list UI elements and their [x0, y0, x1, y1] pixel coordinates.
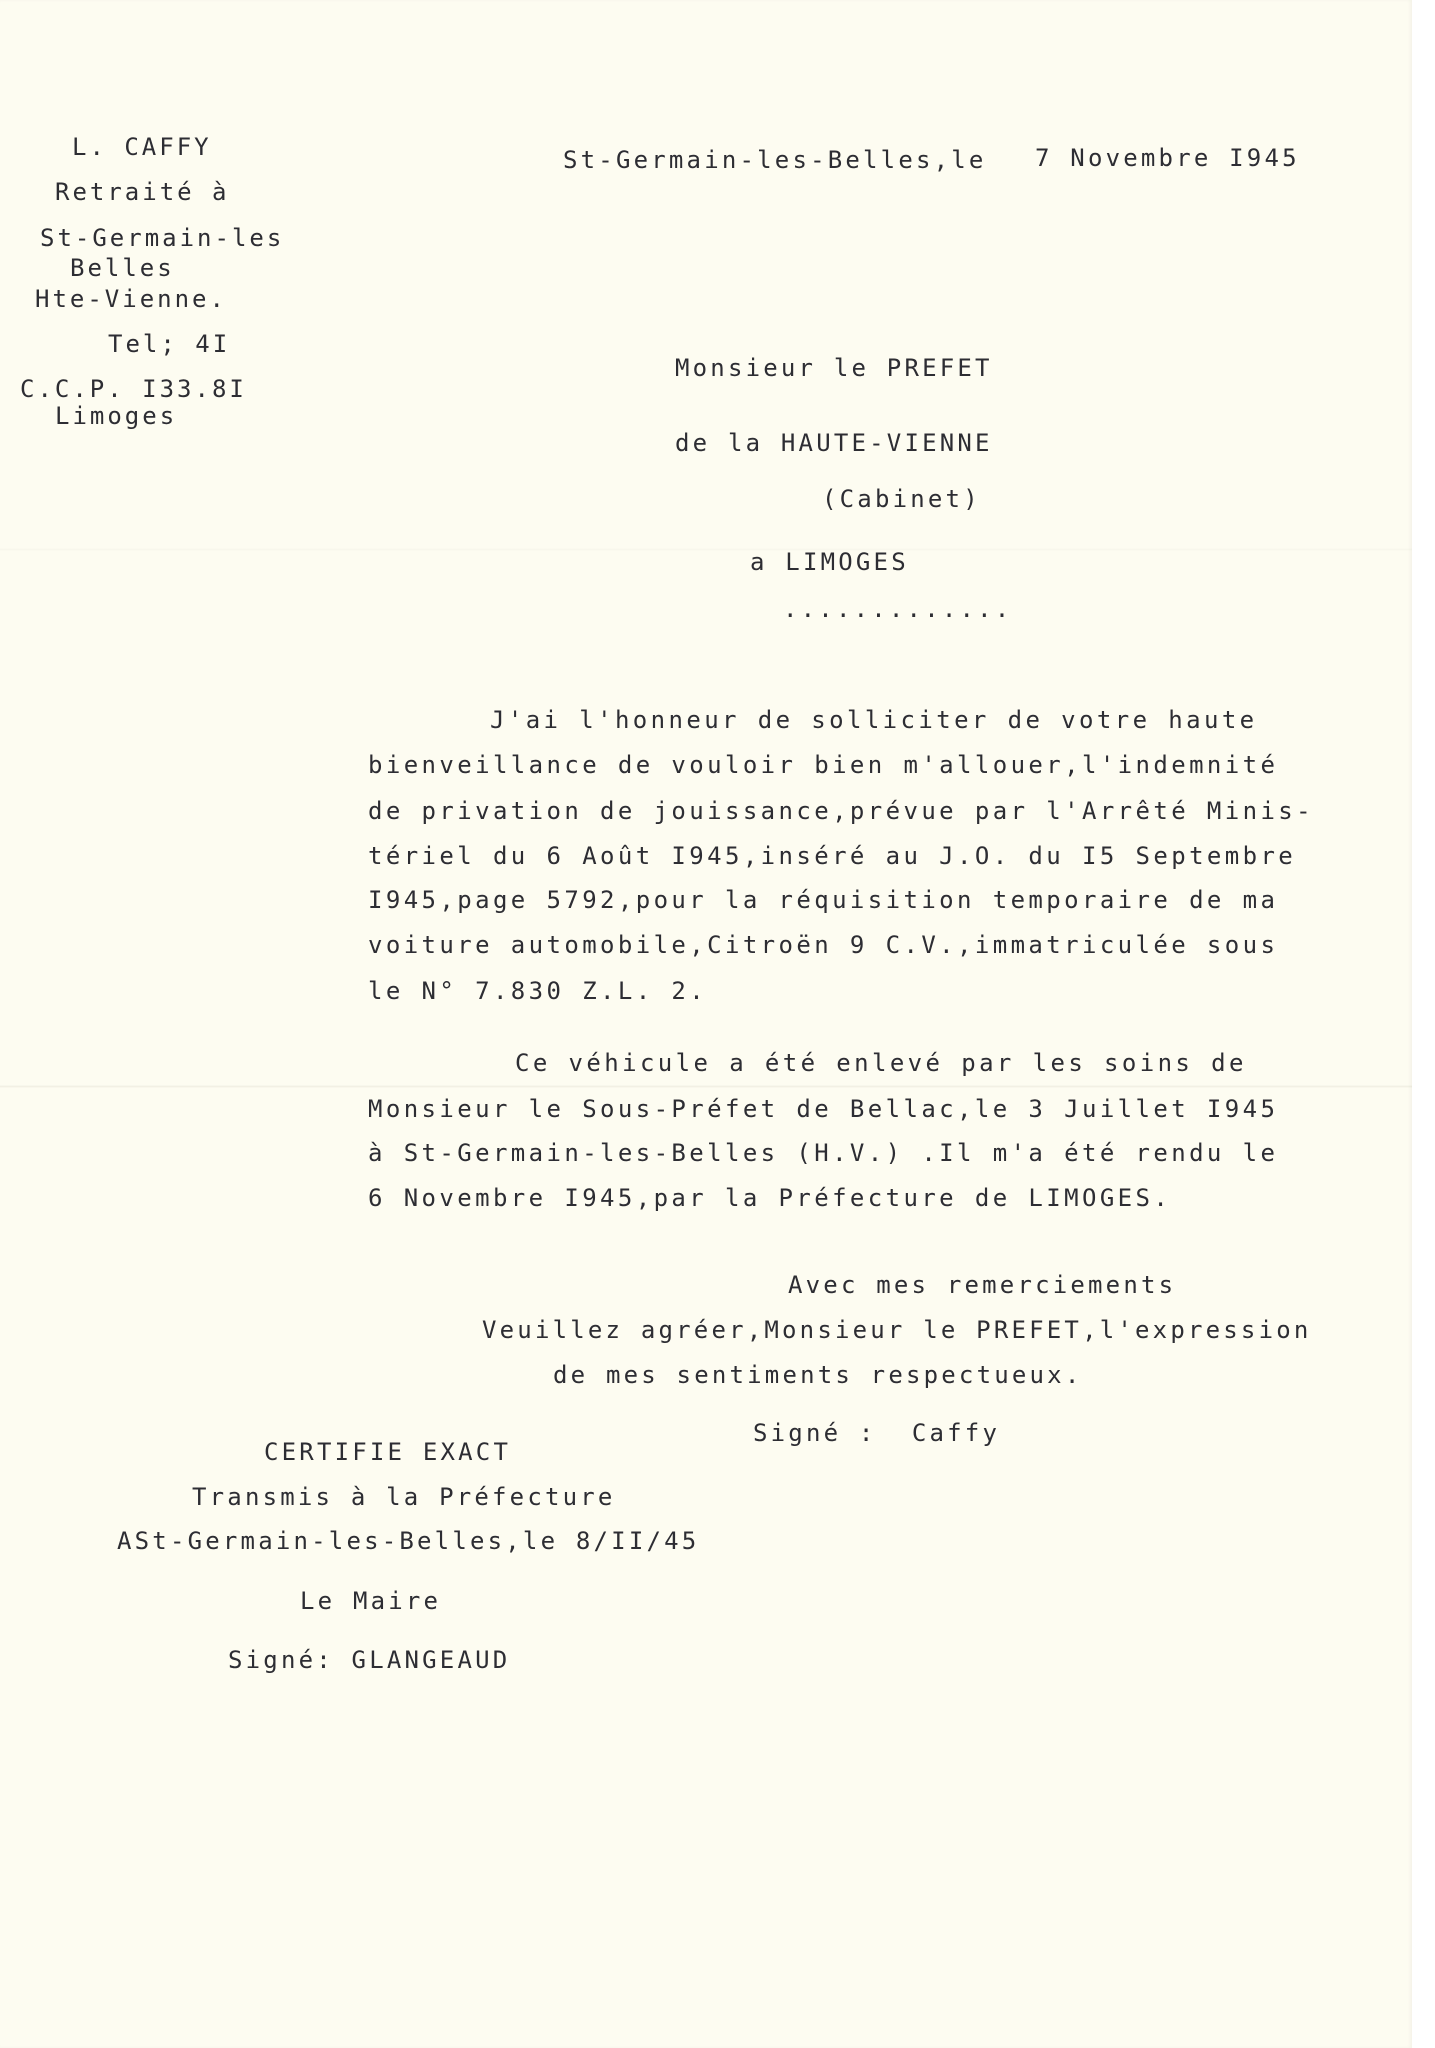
- closing-thanks: Avec mes remerciements: [788, 1271, 1177, 1299]
- paper-fold: [0, 548, 1412, 551]
- body-line: 6 Novembre I945,par la Préfecture de LIMOGES.: [368, 1184, 1172, 1212]
- certification-mayor: Le Maire: [300, 1587, 442, 1615]
- body-line: Ce véhicule a été enlevé par les soins de: [515, 1049, 1247, 1077]
- sender-name: L. CAFFY: [72, 133, 212, 161]
- sender-postal-city: Limoges: [55, 402, 178, 430]
- closing-formula-2: de mes sentiments respectueux.: [553, 1361, 1083, 1389]
- signature: Signé : Caffy: [753, 1419, 1001, 1447]
- body-line: Monsieur le Sous-Préfet de Bellac,le 3 Juillet I945: [368, 1095, 1279, 1123]
- paper-fold: [0, 1085, 1412, 1088]
- body-line: à St-Germain-les-Belles (H.V.) .Il m'a été rendu le: [368, 1139, 1279, 1167]
- dateline-place: St-Germain-les-Belles,le: [563, 146, 987, 174]
- sender-status: Retraité à: [55, 178, 230, 206]
- sender-town: St-Germain-les: [40, 224, 285, 252]
- certification-signed: Signé: GLANGEAUD: [228, 1646, 511, 1674]
- sender-department: Hte-Vienne.: [35, 285, 227, 313]
- recipient-office: (Cabinet): [822, 485, 981, 513]
- recipient-city: a LIMOGES: [750, 548, 909, 576]
- body-line: bienveillance de vouloir bien m'allouer,l'indemnité: [368, 751, 1279, 779]
- certification-title: CERTIFIE EXACT: [264, 1438, 512, 1466]
- dateline-date: 7 Novembre I945: [1035, 144, 1300, 172]
- body-line: voiture automobile,Citroën 9 C.V.,immatriculée sous: [368, 931, 1279, 959]
- body-line: de privation de jouissance,prévue par l'Arrêté Minis-: [368, 797, 1315, 825]
- recipient-dots: .............: [783, 595, 1013, 623]
- body-line: I945,page 5792,pour la réquisition temporaire de ma: [368, 886, 1279, 914]
- body-line: le N° 7.830 Z.L. 2.: [368, 977, 708, 1005]
- body-line: tériel du 6 Août I945,inséré au J.O. du I5 Septembre: [368, 842, 1297, 870]
- certification-place-date: ASt-Germain-les-Belles,le 8/II/45: [117, 1527, 700, 1555]
- recipient-department: de la HAUTE-VIENNE: [675, 429, 993, 457]
- sender-town-2: Belles: [70, 254, 175, 282]
- certification-transmitted: Transmis à la Préfecture: [192, 1483, 616, 1511]
- closing-formula: Veuillez agréer,Monsieur le PREFET,l'expression: [482, 1316, 1312, 1344]
- body-line: J'ai l'honneur de solliciter de votre haute: [490, 706, 1258, 734]
- sender-phone: Tel; 4I: [108, 330, 231, 358]
- recipient-title: Monsieur le PREFET: [675, 354, 993, 382]
- sender-postal-account: C.C.P. I33.8I: [20, 375, 247, 403]
